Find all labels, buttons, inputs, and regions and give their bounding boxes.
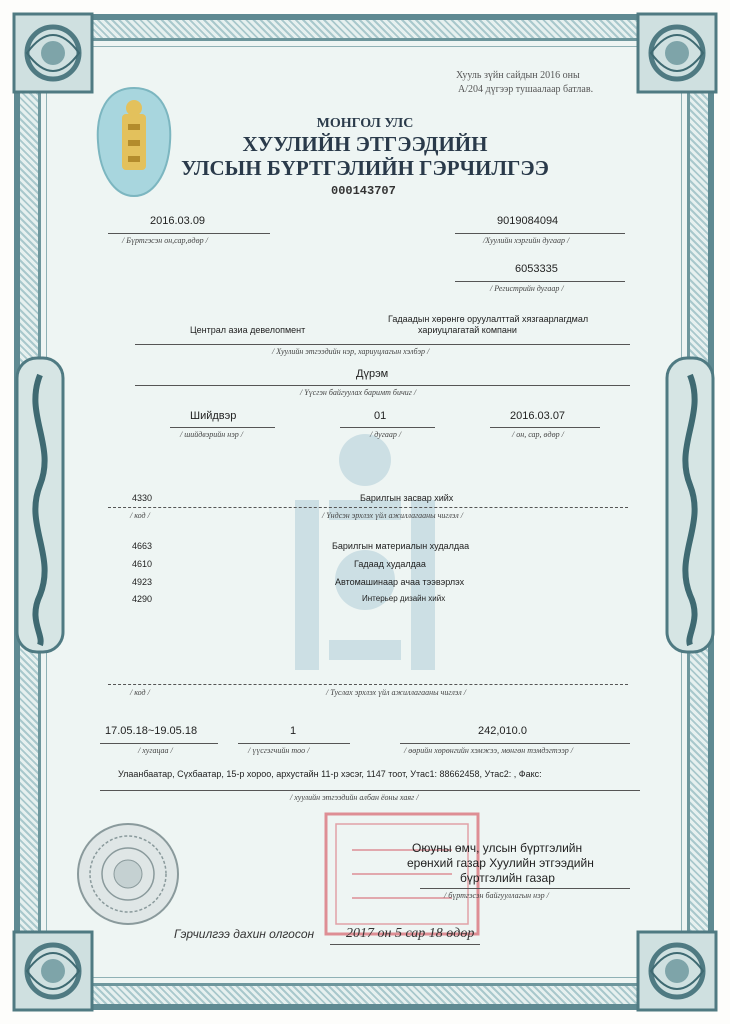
main-activity-code: 4330 bbox=[132, 493, 153, 503]
authority-line1: Оюуны өмч, улсын бүртгэлийн bbox=[412, 841, 583, 855]
divider bbox=[135, 344, 630, 345]
divider bbox=[108, 507, 628, 508]
side-ornament-icon bbox=[14, 355, 66, 655]
founding-document-caption: / Үүсгэн байгуулах баримт бичиг / bbox=[300, 388, 417, 397]
entity-reg-number-caption: /Хуулийн хэргийн дугаар / bbox=[483, 236, 570, 245]
main-activity-name-caption: / Үндсэн эрхлэх үйл ажиллагааны чиглэл / bbox=[322, 511, 463, 520]
divider bbox=[108, 684, 628, 685]
registration-date: 2016.03.09 bbox=[150, 215, 206, 227]
divider bbox=[400, 743, 630, 744]
side-activity-code: 4923 bbox=[132, 577, 153, 587]
side-activity-code: 4663 bbox=[132, 541, 153, 551]
official-stamp-icon bbox=[322, 810, 482, 938]
side-activity-name: Гадаад худалдаа bbox=[354, 559, 426, 569]
divider bbox=[170, 427, 275, 428]
authority-line2: ерөнхий газар Хуулийн этгээдийн bbox=[407, 856, 594, 870]
entity-name: Централ азиа девелопмент bbox=[190, 325, 306, 335]
divider bbox=[455, 233, 625, 234]
main-activity-name: Барилгын засвар хийх bbox=[360, 493, 454, 503]
main-activity-code-caption: / код / bbox=[130, 511, 150, 520]
entity-form-line2: хариуцлагатай компани bbox=[418, 325, 517, 335]
capital-caption: / өөрийн хөрөнгийн хэмжээ, мөнгөн тэмдэгтээр / bbox=[404, 746, 573, 755]
reissue-date: 2017 он 5 сар 18 өдөр bbox=[346, 926, 475, 941]
founders-count-caption: / үүсгэгчийн тоо / bbox=[248, 746, 310, 755]
divider bbox=[135, 385, 630, 386]
guilloche-seal-icon bbox=[74, 820, 182, 928]
decision-date: 2016.03.07 bbox=[510, 410, 566, 422]
divider bbox=[100, 743, 218, 744]
decision-date-caption: / он, сар, өдөр / bbox=[512, 430, 564, 439]
divider bbox=[340, 427, 435, 428]
authority-line3: бүртгэлийн газар bbox=[460, 871, 555, 885]
capital-amount: 242,010.0 bbox=[478, 725, 527, 737]
corner-ornament-icon bbox=[12, 930, 94, 1012]
registration-date-caption: / Бүртгэсэн он,сар,өдөр / bbox=[122, 236, 208, 245]
divider bbox=[330, 944, 480, 945]
entity-caption: / Хуулийн этгээдийн нэр, хариуцлагын хэлбэр / bbox=[272, 347, 430, 356]
corner-ornament-icon bbox=[12, 12, 94, 94]
divider bbox=[455, 281, 625, 282]
register-number-caption: / Регистрийн дугаар / bbox=[490, 284, 564, 293]
register-number: 6053335 bbox=[515, 263, 558, 275]
founding-document: Дүрэм bbox=[356, 368, 389, 380]
decision-name: Шийдвэр bbox=[190, 410, 237, 422]
divider bbox=[100, 790, 640, 791]
legal-address-caption: / хуулийн этгээдийн албан ёоны хаяг / bbox=[290, 793, 419, 802]
validity-term-caption: / хугацаа / bbox=[138, 746, 173, 755]
side-activity-name: Автомашинаар ачаа тээвэрлэх bbox=[335, 577, 465, 587]
side-activity-name: Интерьер дизайн хийх bbox=[362, 594, 446, 603]
reissue-label: Гэрчилгээ дахин олгосон bbox=[174, 927, 315, 941]
side-activity-code-caption: / код / bbox=[130, 688, 150, 697]
approval-note-line1: Хууль зүйн сайдын 2016 оны bbox=[456, 70, 580, 81]
divider bbox=[108, 233, 270, 234]
divider bbox=[420, 888, 630, 889]
divider bbox=[238, 743, 350, 744]
founders-count: 1 bbox=[290, 725, 297, 737]
country-title: МОНГОЛ УЛС bbox=[316, 116, 414, 131]
legal-address: Улаанбаатар, Сүхбаатар, 15-р хороо, архустайн 11-р хэсэг, 1147 тоот, Утас1: 88662458, Утас2: , Факс: bbox=[118, 769, 542, 779]
side-activity-name-caption: / Туслах эрхлэх үйл ажиллагааны чиглэл / bbox=[326, 688, 466, 697]
side-ornament-icon bbox=[664, 355, 716, 655]
corner-ornament-icon bbox=[636, 12, 718, 94]
entity-form-line1: Гадаадын хөрөнгө оруулалттай хязгаарлагдмал bbox=[388, 314, 589, 324]
corner-ornament-icon bbox=[636, 930, 718, 1012]
authority-caption: / бүртгэсэн байгууллагын нэр / bbox=[444, 891, 549, 900]
validity-term: 17.05.18~19.05.18 bbox=[105, 725, 198, 737]
approval-note-line2: А/204 дүгээр тушаалаар батлав. bbox=[458, 84, 594, 95]
decision-number-caption: / дугаар / bbox=[370, 430, 402, 439]
side-activity-code: 4290 bbox=[132, 594, 153, 604]
decision-number: 01 bbox=[374, 410, 387, 422]
side-activity-name: Барилгын материалын худалдаа bbox=[332, 541, 470, 551]
divider bbox=[490, 427, 600, 428]
entity-reg-number: 9019084094 bbox=[497, 215, 559, 227]
soyombo-watermark-icon bbox=[285, 430, 445, 680]
side-activity-code: 4610 bbox=[132, 559, 153, 569]
decision-name-caption: / шийдвэрийн нэр / bbox=[180, 430, 243, 439]
certificate-title-line2: УЛСЫН БҮРТГЭЛИЙН ГЭРЧИЛГЭЭ bbox=[181, 156, 549, 180]
certificate-title-line1: ХУУЛИЙН ЭТГЭЭДИЙН bbox=[242, 132, 488, 156]
serial-number: 000143707 bbox=[331, 184, 396, 198]
